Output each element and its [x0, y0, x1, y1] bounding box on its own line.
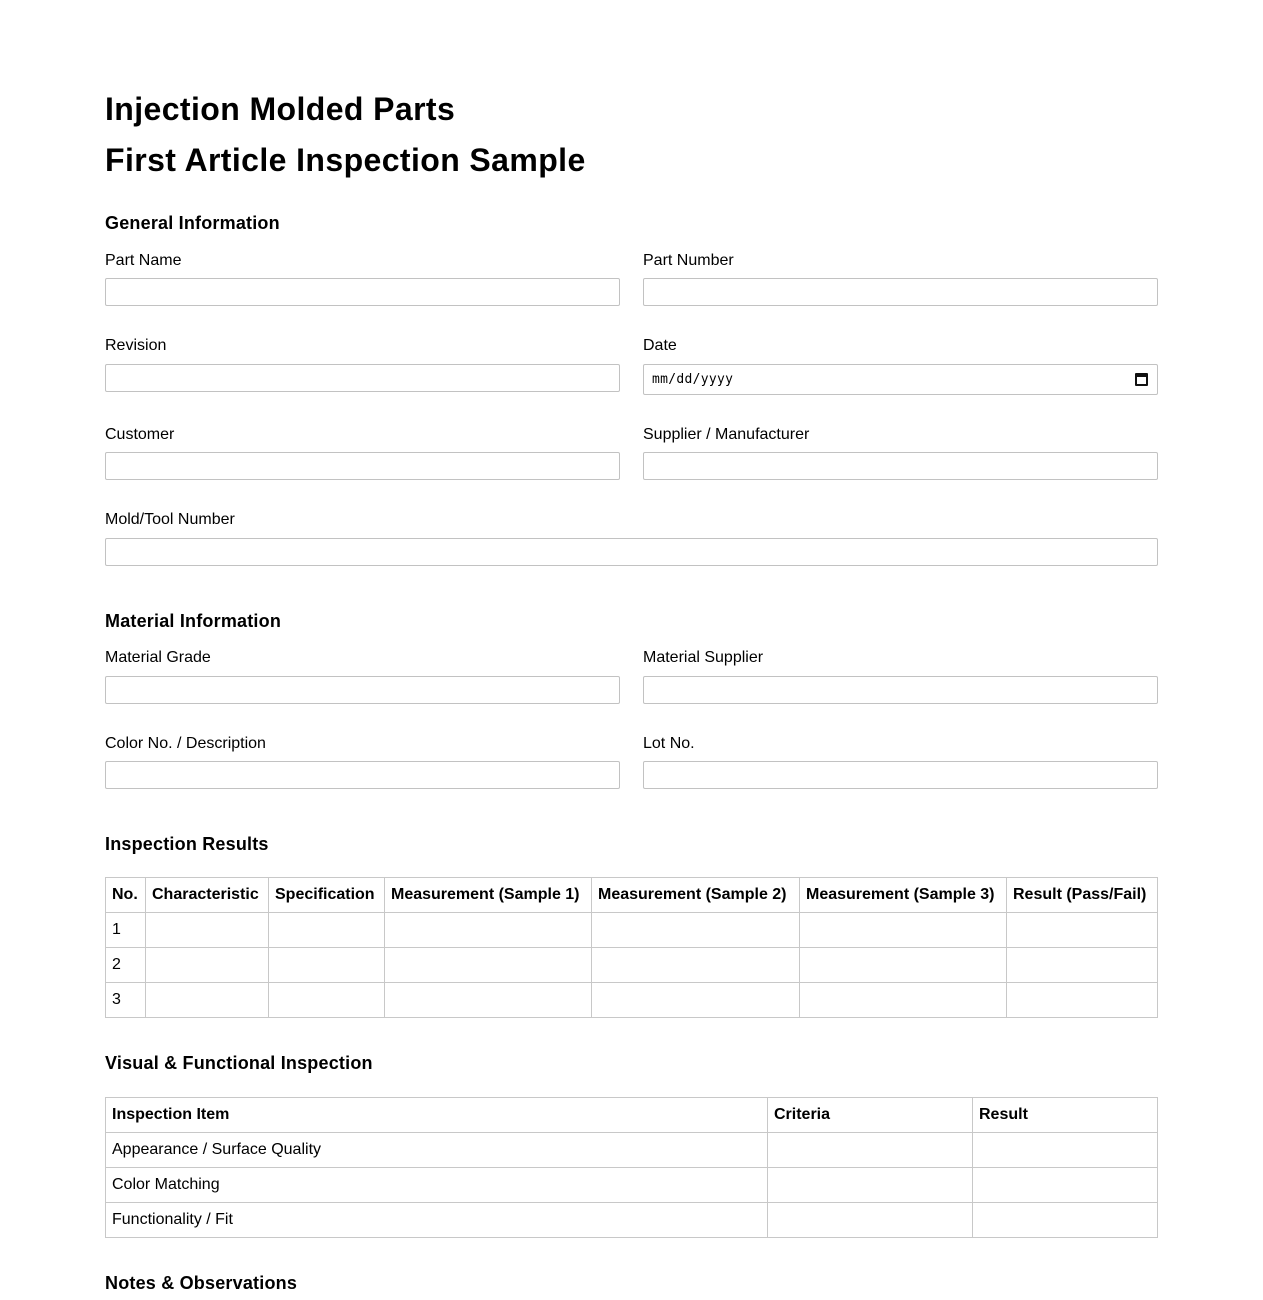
table-row	[106, 948, 1158, 983]
field-material-grade	[105, 649, 620, 704]
cell-measurement-3[interactable]	[800, 913, 1007, 948]
part-name-label: Part Name	[105, 252, 182, 269]
revision-input[interactable]	[105, 364, 620, 392]
column-header: Criteria	[768, 1098, 973, 1133]
column-header: Measurement (Sample 2)	[592, 878, 800, 913]
cell-result[interactable]	[973, 1133, 1158, 1168]
material-row-1	[105, 649, 1158, 704]
cell-criteria[interactable]	[768, 1203, 973, 1238]
table-header-row	[106, 878, 1158, 913]
supplier-manufacturer-input[interactable]	[643, 452, 1158, 480]
color-input[interactable]	[105, 761, 620, 789]
table-row	[106, 983, 1158, 1018]
cell-measurement-1[interactable]	[385, 983, 592, 1018]
table-row	[106, 1168, 1158, 1203]
cell-measurement-2[interactable]	[592, 913, 800, 948]
column-header: Result	[973, 1098, 1158, 1133]
cell-measurement-3[interactable]	[800, 983, 1007, 1018]
field-mold-tool-number	[105, 511, 1158, 566]
column-header: Result (Pass/Fail)	[1007, 878, 1158, 913]
mold-tool-number-label: Mold/Tool Number	[105, 511, 235, 528]
supplier-manufacturer-label: Supplier / Manufacturer	[643, 426, 810, 443]
cell-characteristic[interactable]	[146, 983, 269, 1018]
field-lot-no	[643, 735, 1158, 789]
lot-no-label: Lot No.	[643, 735, 695, 752]
row-number: 2	[106, 948, 146, 983]
field-material-supplier	[643, 649, 1158, 704]
page-title-line1: Injection Molded Parts	[105, 91, 456, 127]
date-label: Date	[643, 337, 677, 354]
table-row	[106, 1133, 1158, 1168]
table-row	[106, 1203, 1158, 1238]
material-grade-label: Material Grade	[105, 649, 211, 666]
column-header: Measurement (Sample 1)	[385, 878, 592, 913]
cell-measurement-1[interactable]	[385, 913, 592, 948]
lot-no-input[interactable]	[643, 761, 1158, 789]
column-header: Characteristic	[146, 878, 269, 913]
general-row-2	[105, 337, 1158, 395]
field-customer	[105, 426, 620, 480]
table-row	[106, 913, 1158, 948]
field-revision	[105, 337, 620, 395]
cell-characteristic[interactable]	[146, 913, 269, 948]
field-color	[105, 735, 620, 789]
general-row-3	[105, 426, 1158, 480]
field-part-number	[643, 252, 1158, 306]
part-number-input[interactable]	[643, 278, 1158, 306]
section-title-notes: Notes & Observations	[105, 1273, 298, 1293]
cell-measurement-2[interactable]	[592, 948, 800, 983]
field-date	[643, 337, 1158, 395]
cell-result[interactable]	[1007, 983, 1158, 1018]
cell-specification[interactable]	[269, 983, 385, 1018]
mold-tool-number-input[interactable]	[105, 538, 1158, 566]
cell-inspection-item: Appearance / Surface Quality	[106, 1133, 768, 1168]
cell-measurement-1[interactable]	[385, 948, 592, 983]
date-input[interactable]	[643, 364, 1158, 395]
revision-label: Revision	[105, 337, 167, 354]
field-part-name	[105, 252, 620, 306]
cell-result[interactable]	[1007, 948, 1158, 983]
row-number: 1	[106, 913, 146, 948]
part-number-label: Part Number	[643, 252, 734, 269]
color-label: Color No. / Description	[105, 735, 266, 752]
visual-functional-table	[105, 1097, 1158, 1238]
material-grade-input[interactable]	[105, 676, 620, 704]
part-name-input[interactable]	[105, 278, 620, 306]
date-placeholder: mm/dd/yyyy	[652, 372, 734, 387]
cell-result[interactable]	[973, 1168, 1158, 1203]
column-header: Specification	[269, 878, 385, 913]
cell-inspection-item: Color Matching	[106, 1168, 768, 1203]
field-supplier-manufacturer	[643, 426, 1158, 480]
material-supplier-label: Material Supplier	[643, 649, 764, 666]
cell-measurement-3[interactable]	[800, 948, 1007, 983]
material-supplier-input[interactable]	[643, 676, 1158, 704]
cell-criteria[interactable]	[768, 1133, 973, 1168]
cell-criteria[interactable]	[768, 1168, 973, 1203]
column-header: No.	[106, 878, 146, 913]
table-header-row	[106, 1098, 1158, 1133]
row-number: 3	[106, 983, 146, 1018]
customer-label: Customer	[105, 426, 175, 443]
section-title-material: Material Information	[105, 611, 282, 631]
cell-result[interactable]	[973, 1203, 1158, 1238]
material-row-2	[105, 735, 1158, 789]
section-title-inspection: Inspection Results	[105, 834, 269, 854]
cell-result[interactable]	[1007, 913, 1158, 948]
cell-characteristic[interactable]	[146, 948, 269, 983]
general-row-1	[105, 252, 1158, 306]
title-block	[105, 0, 1158, 186]
section-title-visual: Visual & Functional Inspection	[105, 1053, 373, 1073]
cell-inspection-item: Functionality / Fit	[106, 1203, 768, 1238]
page-title-line2: First Article Inspection Sample	[105, 142, 586, 178]
column-header: Measurement (Sample 3)	[800, 878, 1007, 913]
column-header: Inspection Item	[106, 1098, 768, 1133]
inspection-results-table	[105, 877, 1158, 1018]
cell-measurement-2[interactable]	[592, 983, 800, 1018]
cell-specification[interactable]	[269, 948, 385, 983]
section-title-general: General Information	[105, 213, 280, 233]
cell-specification[interactable]	[269, 913, 385, 948]
calendar-icon[interactable]	[1135, 373, 1148, 386]
customer-input[interactable]	[105, 452, 620, 480]
